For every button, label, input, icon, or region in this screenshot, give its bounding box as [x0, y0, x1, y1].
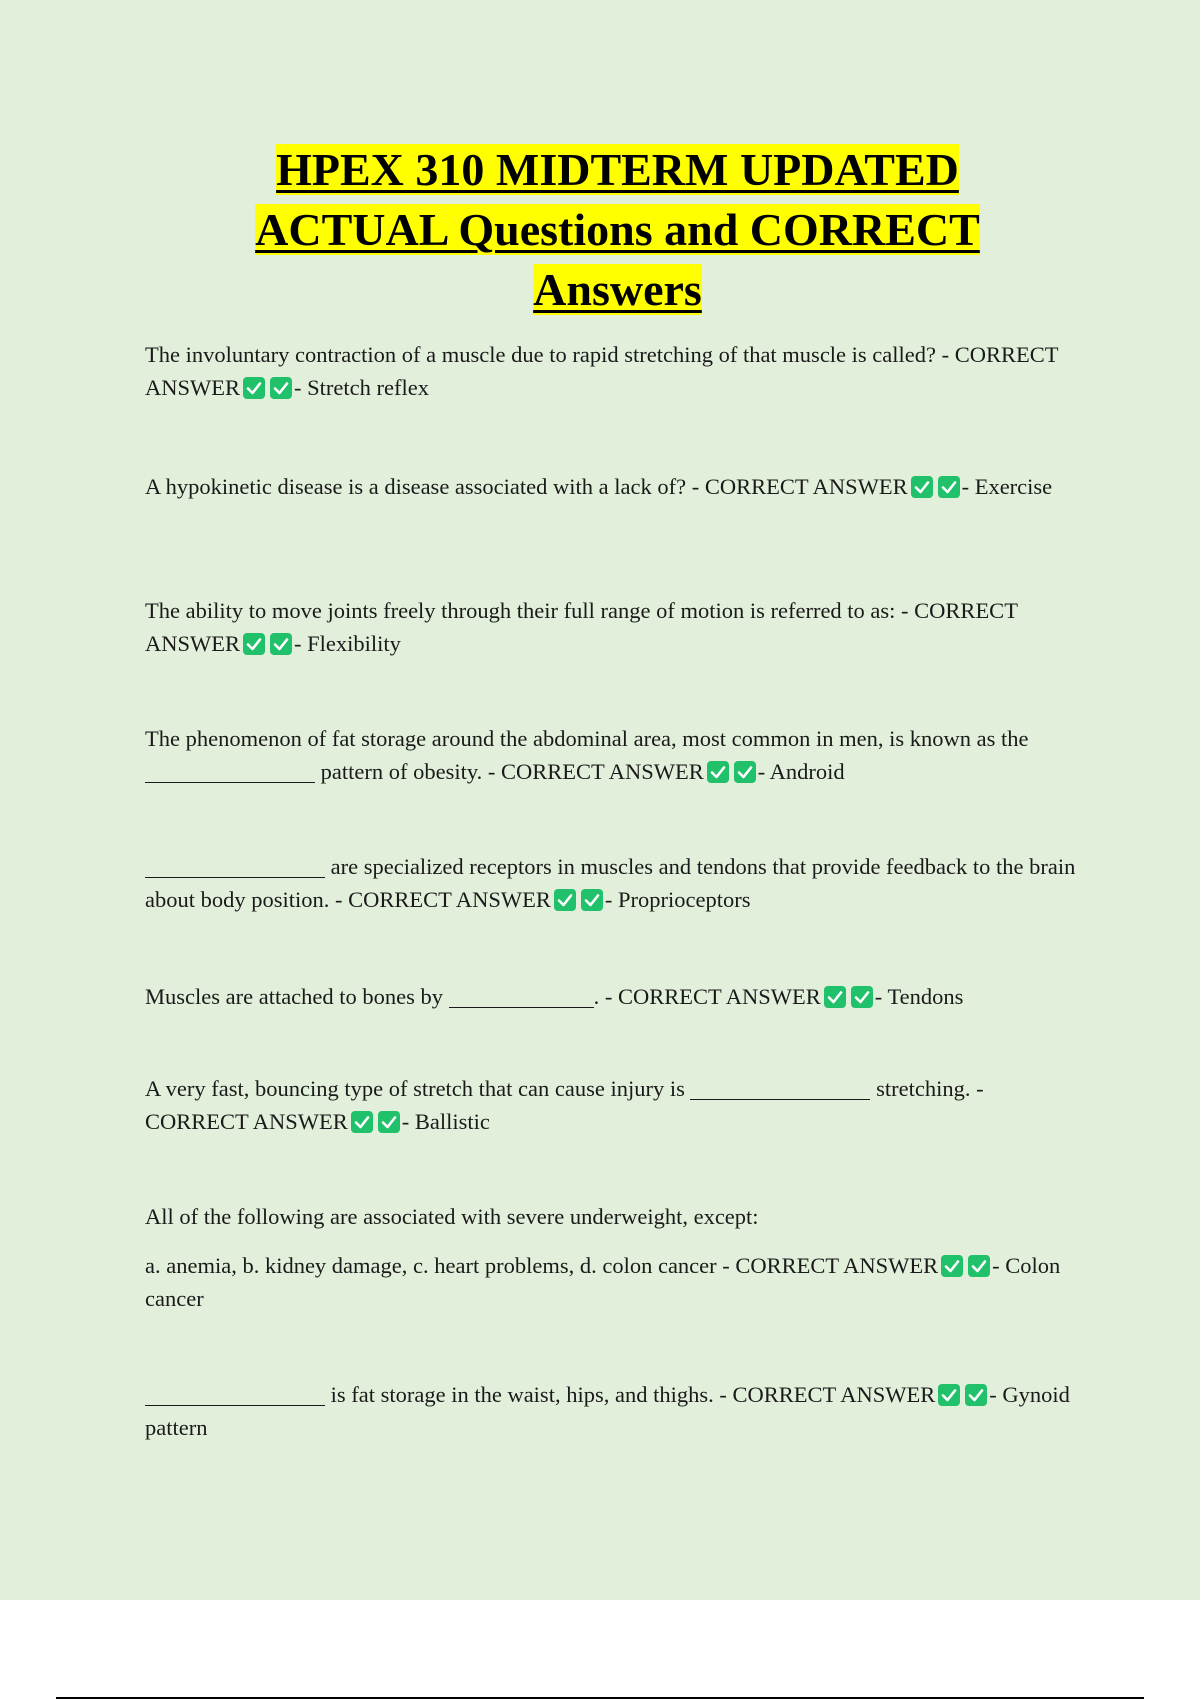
check-mark-icon	[270, 633, 292, 655]
check-mark-icon	[554, 889, 576, 911]
qa-item: The involuntary contraction of a muscle due to rapid stretching of that muscle is called? - CORRECT ANSWER - Stretch reflex	[145, 342, 1059, 400]
check-mark-icon	[734, 761, 756, 783]
answer-label: CORRECT ANSWER	[145, 342, 1059, 400]
answer-text: Colon cancer	[145, 1253, 1061, 1311]
answer-label: CORRECT ANSWER	[618, 984, 821, 1009]
answer-text: Android	[769, 759, 845, 784]
question-text: is fat storage in the waist, hips, and thighs. -	[330, 1382, 727, 1407]
answer-text: Flexibility	[307, 631, 401, 656]
question-text: A very fast, bouncing type of stretch that can cause injury is	[145, 1076, 685, 1101]
answer-label: CORRECT ANSWER	[704, 474, 908, 499]
document-title	[140, 140, 1095, 320]
check-mark-icon	[270, 377, 292, 399]
check-mark-icon	[911, 476, 933, 498]
title-line-2: ACTUAL Questions and CORRECT	[255, 204, 980, 255]
fill-in-blank	[145, 855, 325, 878]
check-mark-icon	[378, 1111, 400, 1133]
fill-in-blank	[449, 985, 594, 1008]
question-text: a. anemia, b. kidney damage, c. heart problems, d. colon cancer -	[145, 1253, 730, 1278]
check-mark-icon	[243, 633, 265, 655]
qa-item: is fat storage in the waist, hips, and thighs. - CORRECT ANSWER - Gynoid pattern	[145, 1382, 1070, 1440]
fill-in-blank	[145, 1383, 325, 1406]
check-mark-icon	[941, 1255, 963, 1277]
question-text: A hypokinetic disease is a disease associated with a lack of? -	[145, 474, 700, 499]
answer-text: Exercise	[974, 474, 1053, 499]
qa-item: The ability to move joints freely through their full range of motion is referred to as: - CORRECT ANSWER - Flexibility	[145, 598, 1018, 656]
answer-label: CORRECT ANSWER	[732, 1382, 936, 1407]
check-mark-icon	[968, 1255, 990, 1277]
check-mark-icon	[851, 986, 873, 1008]
qa-item: A hypokinetic disease is a disease associated with a lack of? - CORRECT ANSWER - Exercise	[145, 474, 1053, 499]
answer-label: CORRECT ANSWER	[348, 887, 551, 912]
check-mark-icon	[965, 1384, 987, 1406]
check-mark-icon	[243, 377, 265, 399]
question-text: . -	[593, 984, 613, 1009]
fill-in-blank	[145, 760, 315, 783]
question-text: stretching. -	[876, 1076, 984, 1101]
answer-text: Gynoid pattern	[145, 1382, 1070, 1440]
qa-item: All of the following are associated with severe underweight, except: a. anemia, b. kidney damage, c. heart problems, d. colon cancer - CORRECT ANSWER - Colon cancer	[145, 1200, 1090, 1315]
question-text: The ability to move joints freely through their full range of motion is referred to as: -	[145, 598, 909, 623]
question-text: The involuntary contraction of a muscle due to rapid stretching of that muscle is called? -	[145, 342, 950, 367]
question-text: All of the following are associated with severe underweight, except:	[145, 1204, 759, 1229]
answer-label: CORRECT ANSWER	[145, 598, 1018, 656]
qa-item: A very fast, bouncing type of stretch that can cause injury is stretching. - CORRECT ANSWER - Ballistic	[145, 1076, 984, 1134]
check-mark-icon	[581, 889, 603, 911]
check-mark-icon	[351, 1111, 373, 1133]
question-text: pattern of obesity. -	[320, 759, 496, 784]
question-text: Muscles are attached to bones by	[145, 984, 444, 1009]
title-line-3: Answers	[533, 264, 702, 315]
footer-divider	[56, 1697, 1144, 1699]
check-mark-icon	[707, 761, 729, 783]
question-text: The phenomenon of fat storage around the abdominal area, most common in men, is known as the	[145, 726, 1029, 751]
answer-label: CORRECT ANSWER	[145, 1109, 348, 1134]
check-mark-icon	[938, 1384, 960, 1406]
check-mark-icon	[938, 476, 960, 498]
fill-in-blank	[690, 1077, 870, 1100]
qa-item: The phenomenon of fat storage around the abdominal area, most common in men, is known as the pattern of obesity. - CORRECT ANSWER - Android	[145, 726, 1029, 784]
answer-label: CORRECT ANSWER	[501, 759, 704, 784]
title-line-1: HPEX 310 MIDTERM UPDATED	[276, 144, 959, 195]
qa-item: are specialized receptors in muscles and tendons that provide feedback to the brain about body position. - CORRECT ANSWER - Proprioceptors	[145, 854, 1076, 912]
question-text: are specialized receptors in muscles and tendons that provide feedback to the brain about body position. -	[145, 854, 1076, 912]
answer-text: Tendons	[887, 984, 964, 1009]
qa-item: Muscles are attached to bones by . - CORRECT ANSWER - Tendons	[145, 984, 964, 1009]
answer-text: Stretch reflex	[307, 375, 429, 400]
answer-text: Proprioceptors	[618, 887, 751, 912]
answer-label: CORRECT ANSWER	[735, 1253, 939, 1278]
answer-text: Ballistic	[414, 1109, 490, 1134]
check-mark-icon	[824, 986, 846, 1008]
